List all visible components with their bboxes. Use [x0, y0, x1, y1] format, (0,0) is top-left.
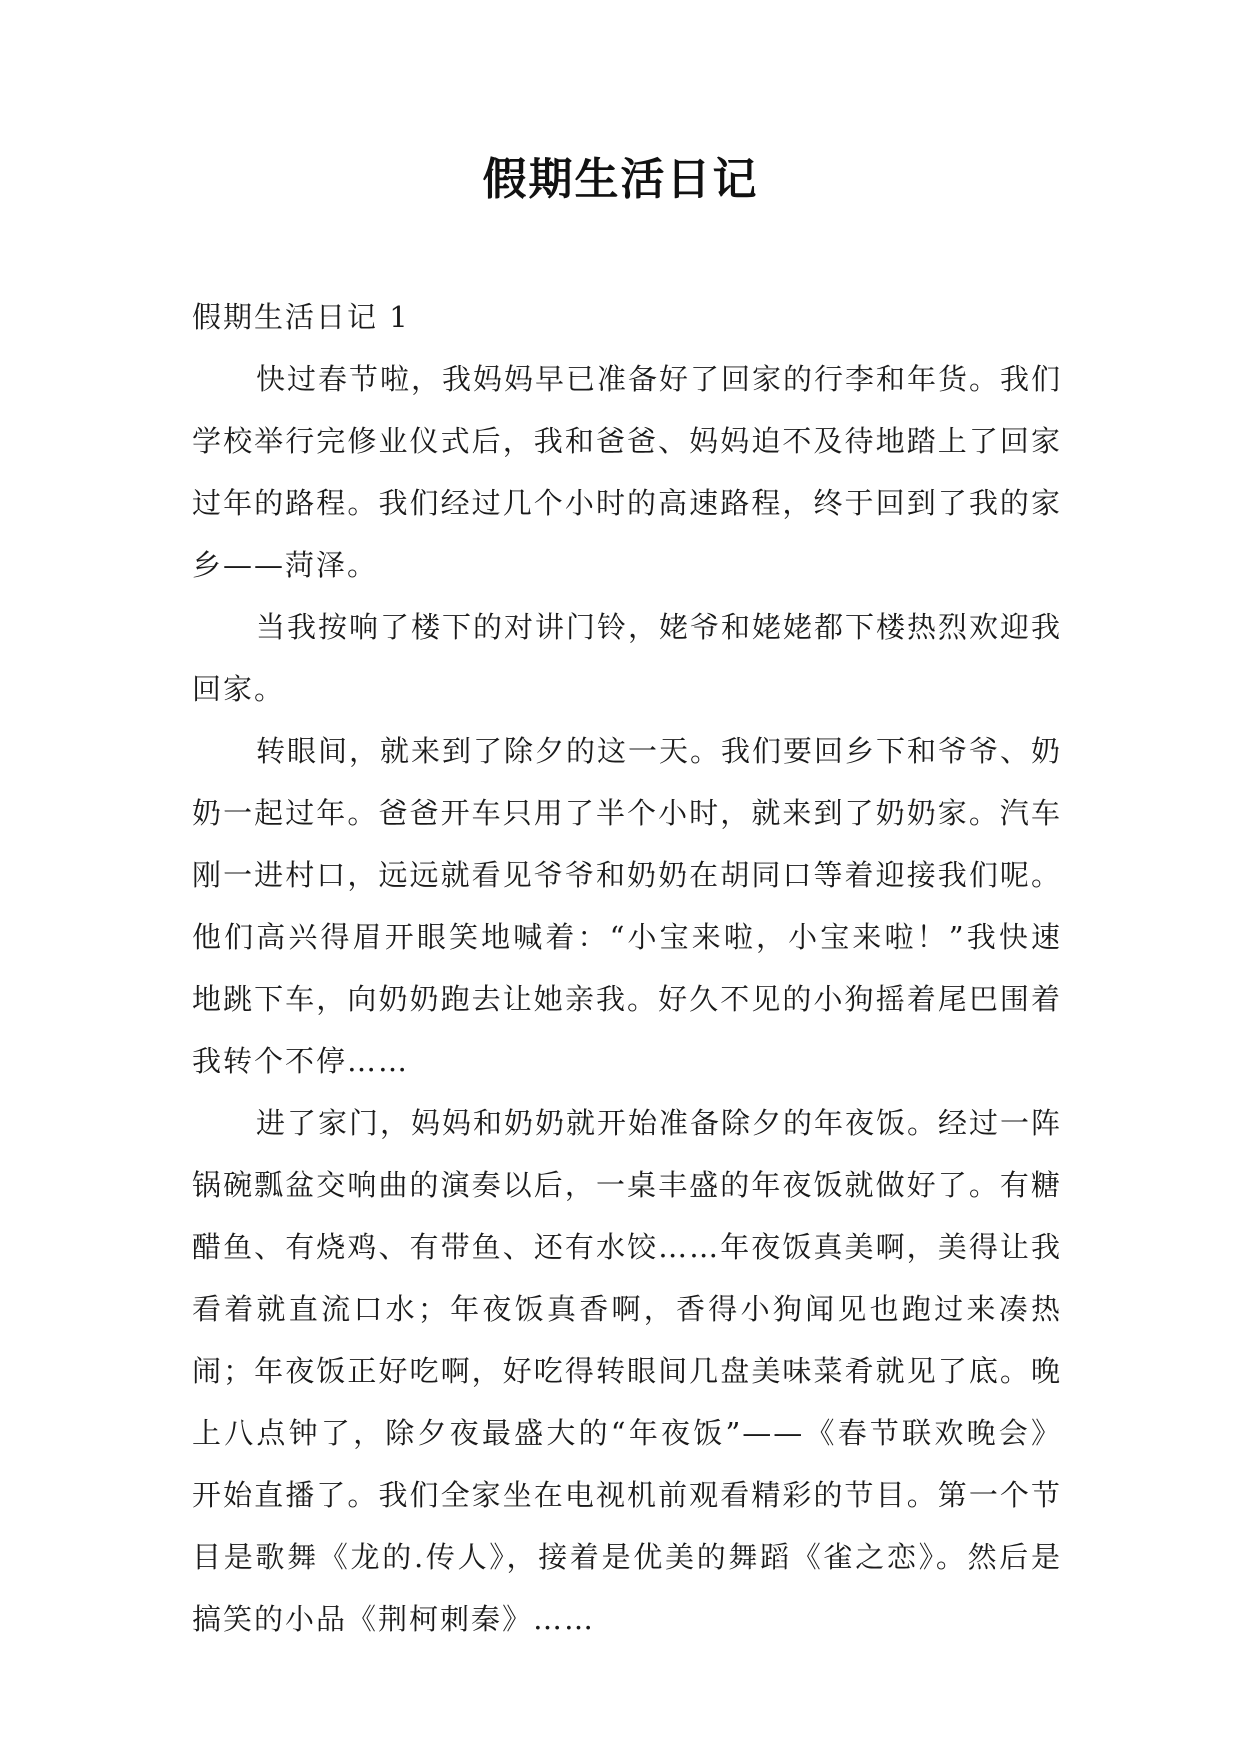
entry-heading: 假期生活日记 1 — [192, 300, 410, 334]
paragraph-2: 当我按响了楼下的对讲门铃，姥爷和姥姥都下楼热烈欢迎我回家。 — [192, 610, 1063, 706]
page-title: 假期生活日记 — [482, 154, 759, 205]
paragraph-1: 快过春节啦，我妈妈早已准备好了回家的行李和年货。我们学校举行完修业仪式后，我和爸爸、妈妈迫不及待地踏上了回家过年的路程。我们经过几个小时的高速路程，终于回到了我的家乡——菏泽。 — [192, 362, 1063, 582]
paragraph-4: 进了家门，妈妈和奶奶就开始准备除夕的年夜饭。经过一阵锅碗瓢盆交响曲的演奏以后，一桌丰盛的年夜饭就做好了。有糖醋鱼、有烧鸡、有带鱼、还有水饺……年夜饭真美啊，美得让我看着就直流口水；年夜饭真香啊，香得小狗闻见也跑过来凑热闹；年夜饭正好吃啊，好吃得转眼间几盘美味菜肴就见了底。晚上八点钟了，除夕夜最盛大的“年夜饭”——《春节联欢晚会》开始直播了。我们全家坐在电视机前观看精彩的节目。第一个节目是歌舞《龙的.传人》，接着是优美的舞蹈《雀之恋》。然后是搞笑的小品《荆柯刺秦》…… — [192, 1106, 1063, 1636]
paragraph-3: 转眼间，就来到了除夕的这一天。我们要回乡下和爷爷、奶奶一起过年。爸爸开车只用了半个小时，就来到了奶奶家。汽车刚一进村口，远远就看见爷爷和奶奶在胡同口等着迎接我们呢。他们高兴得眉开眼笑地喊着：“小宝来啦，小宝来啦！”我快速地跳下车，向奶奶跑去让她亲我。好久不见的小狗摇着尾巴围着我转个不停…… — [192, 734, 1063, 1078]
document-body — [192, 286, 1062, 1650]
